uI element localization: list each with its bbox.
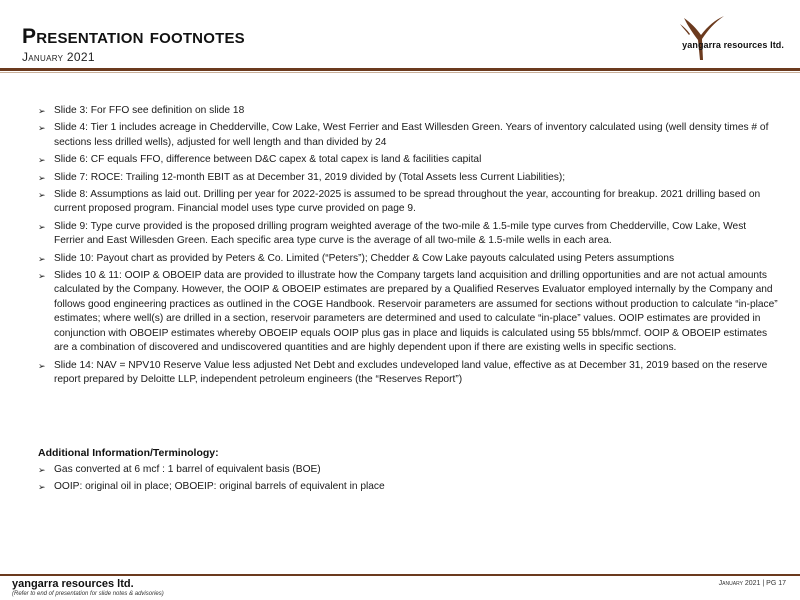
footer-note: (Refer to end of presentation for slide notes & advisories)	[12, 591, 164, 597]
list-item: ➢ Slides 10 & 11: OOIP & OBOEIP data are provided to illustrate how the Company targets land acquisition and drilling opportunities and are not actual amounts calculated by the Company. However, the OOIP & OBOEIP estimates are prepared by a Qualified Reserves Evaluator employed internally by the Company and follows good engineering practices as outlined in the COGE Handbook. Reservoir parameters are assumed for sections without production to calculate “in-place” estimates; where well(s) are drilled in a section, reservoir parameters are determined and used to calculate “in-place” values. OOIP estimates are provided in conjunction with OBOEIP estimates whereby OBOEIP equals OOIP plus gas in place and liquids is calculated using 55 bbls/mmcf. OOIP & OBOEIP estimates are a combination of discovered and undiscovered quantities and are highly dependent upon if there are existing wells in specific sections.	[38, 270, 778, 354]
list-item: ➢ Slide 3: For FFO see definition on slide 18	[38, 104, 778, 118]
arrow-bullet-icon: ➢	[38, 123, 46, 134]
list-item: ➢ Slide 8: Assumptions as laid out. Drilling per year for 2022-2025 is assumed to be spread throughout the year, accounting for breakup. 2021 drilling based on current proposed program. Financial model uses type curve provided on page 9.	[38, 189, 761, 215]
footer-date: January 2021	[718, 580, 761, 587]
header-divider-thin	[0, 72, 800, 73]
arrow-bullet-icon: ➢	[38, 221, 46, 232]
footer-divider	[0, 574, 800, 576]
arrow-bullet-icon: ➢	[38, 465, 46, 475]
logo-text: yangarra resources ltd.	[682, 40, 784, 50]
arrow-bullet-icon: ➢	[38, 253, 46, 264]
list-item: ➢ Slide 7: ROCE: Trailing 12-month EBIT as at December 31, 2019 divided by (Total Assets less Current Liabilities);	[38, 171, 778, 185]
list-item: ➢ Slide 4: Tier 1 includes acreage in Chedderville, Cow Lake, West Ferrier and East Willesden Green. Years of inventory calculated using (well density times # of sections less drilled wells), adjusted for well length and than divided by 24	[38, 122, 769, 148]
page-number	[719, 580, 786, 587]
arrow-bullet-icon: ➢	[38, 155, 46, 166]
arrow-bullet-icon: ➢	[38, 172, 46, 183]
list-item: ➢ Slide 10: Payout chart as provided by Peters & Co. Limited (“Peters”); Chedder & Cow Lake payouts calculated using Peters assumptions	[38, 252, 778, 266]
arrow-bullet-icon: ➢	[38, 106, 46, 116]
list-item: ➢ Slide 9: Type curve provided is the proposed drilling program weighted average of the two-mile & 1.5-mile type curves from Chedderville, Cow Lake, West Ferrier and East Willesden Green. Each specific area type curve is the average of all two-mile & 1.5-mile wells in each area.	[38, 220, 747, 247]
header-divider	[0, 68, 800, 71]
footer-page-label: | PG 17	[762, 580, 786, 587]
arrow-bullet-icon: ➢	[38, 360, 46, 371]
footnote-list	[38, 104, 778, 390]
arrow-bullet-icon: ➢	[38, 190, 46, 201]
list-item: ➢ Slide 14: NAV = NPV10 Reserve Value less adjusted Net Debt and excludes undeveloped land value, effective as at December 31, 2019 based on the reserve report prepared by Deloitte LLP, independent petroleum engineers (the “Reserves Report”)	[38, 359, 768, 385]
arrow-bullet-icon: ➢	[38, 271, 46, 282]
page-subtitle: January 2021	[22, 50, 95, 64]
additional-info-heading: Additional Information/Terminology:	[38, 447, 219, 459]
list-item: ➢ OOIP: original oil in place; OBOEIP: original barrels of equivalent in place	[38, 480, 778, 494]
list-item: ➢ Slide 6: CF equals FFO, difference between D&C capex & total capex is land & facilities capital	[38, 153, 778, 167]
terminology-list	[38, 463, 778, 498]
arrow-bullet-icon: ➢	[38, 482, 46, 493]
y-antler-mark-icon	[674, 14, 728, 62]
page-title: Presentation footnotes	[22, 25, 245, 48]
company-logo	[614, 14, 784, 64]
list-item: ➢ Gas converted at 6 mcf : 1 barrel of equivalent basis (BOE)	[38, 463, 778, 477]
footer-brand: yangarra resources ltd.	[12, 578, 134, 590]
